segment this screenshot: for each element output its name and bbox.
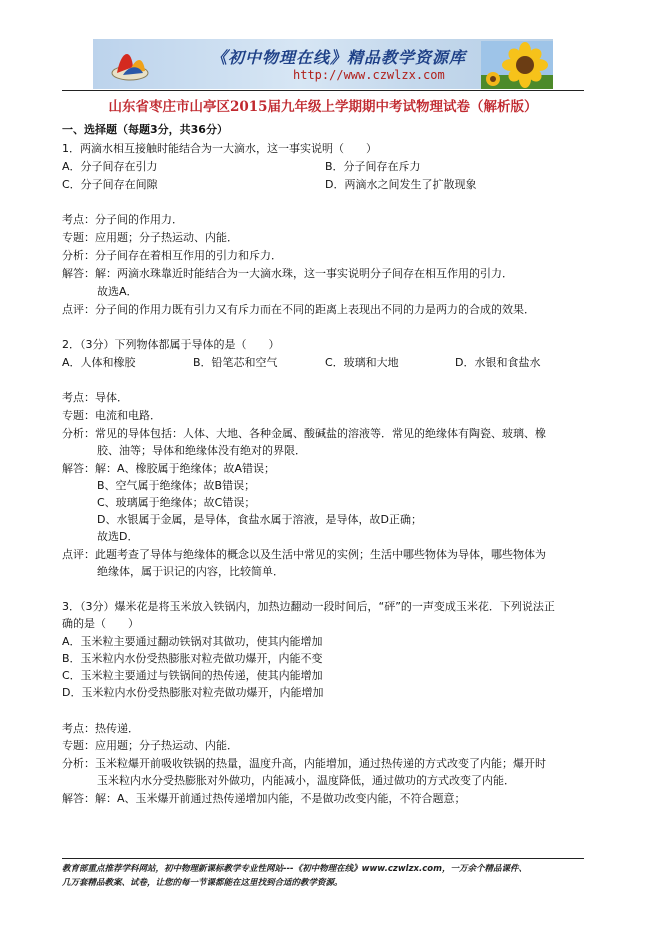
question-1-jieda: 解答：解：两滴水珠靠近时能结合为一大滴水珠，这一事实说明分子间存在相互作用的引力． <box>62 267 513 280</box>
question-1-dianping: 点评：分子间的作用力既有引力又有斥力而在不同的距离上表现出不同的力是两力的合成的效果． <box>62 303 535 316</box>
question-1-answer: 故选A． <box>97 285 138 298</box>
question-3-zhuanti: 专题：应用题；分子热运动、内能． <box>62 739 238 752</box>
footer-divider <box>62 858 584 859</box>
question-2-option-a: A．人体和橡胶 <box>62 356 136 369</box>
question-1-option-a: A．分子间存在引力 <box>62 160 158 173</box>
question-2-option-b: B．铅笔芯和空气 <box>193 356 278 369</box>
section-heading: 一、选择题（每题3分，共36分） <box>62 123 228 136</box>
question-3-option-b: B．玉米粒内水份受热膨胀对粒壳做功爆开，内能不变 <box>62 652 323 665</box>
question-2-zhuanti: 专题：电流和电路． <box>62 409 161 422</box>
question-2-stem: 2．（3分）下列物体都属于导体的是（ ） <box>62 338 280 351</box>
question-1-kaodian: 考点：分子间的作用力． <box>62 213 183 226</box>
question-2-dianping: 点评：此题考查了导体与绝缘体的概念以及生活中常见的实例；生活中哪些物体为导体，哪些物体为 <box>62 548 546 561</box>
question-1-option-c: C．分子间存在间隙 <box>62 178 158 191</box>
question-2-jieda-b: B、空气属于绝缘体；故B错误； <box>97 479 256 492</box>
question-2-fenxi-cont: 胶、油等；导体和绝缘体没有绝对的界限． <box>97 444 306 457</box>
footer-line-2: 几万套精品教案、试卷，让您的每一节课都能在这里找到合适的教学资源。 <box>62 878 343 888</box>
question-3-option-c: C．玉米粒主要通过与铁锅间的热传递，使其内能增加 <box>62 669 323 682</box>
question-3-kaodian: 考点：热传递． <box>62 722 139 735</box>
document-title: 山东省枣庄市山亭区2015届九年级上学期期中考试物理试卷（解析版） <box>108 99 538 115</box>
question-2-kaodian: 考点：导体． <box>62 391 128 404</box>
question-2-jieda: 解答：解：A、橡胶属于绝缘体；故A错误； <box>62 462 276 475</box>
header-divider <box>62 90 584 91</box>
question-3-stem-cont: 确的是（ ） <box>62 617 139 630</box>
question-1-option-b: B．分子间存在斥力 <box>325 160 421 173</box>
header-banner <box>93 39 553 89</box>
question-2-option-c: C．玻璃和大地 <box>325 356 399 369</box>
question-1-fenxi: 分析：分子间存在着相互作用的引力和斥力． <box>62 249 282 262</box>
question-1-option-d: D．两滴水之间发生了扩散现象 <box>325 178 477 191</box>
question-2-answer: 故选D． <box>97 530 139 543</box>
question-3-fenxi-cont: 玉米粒内水分受热膨胀对外做功，内能减小，温度降低，通过做功的方式改变了内能． <box>97 774 515 787</box>
question-3-jieda: 解答：解：A、玉米爆开前通过热传递增加内能，不是做功改变内能，不符合题意； <box>62 792 466 805</box>
sunflower-icon <box>481 41 553 89</box>
question-2-jieda-c: C、玻璃属于绝缘体；故C错误； <box>97 496 256 509</box>
banner-url: http://www.czwlzx.com <box>293 68 445 82</box>
question-3-option-a: A．玉米粒主要通过翻动铁锅对其做功，使其内能增加 <box>62 635 323 648</box>
banner-title: 《初中物理在线》精品教学资源库 <box>211 48 467 67</box>
question-3-stem: 3．（3分）爆米花是将玉米放入铁锅内，加热边翻动一段时间后，“砰”的一声变成玉米花．下列说法正 <box>62 600 555 613</box>
question-3-fenxi: 分析：玉米粒爆开前吸收铁锅的热量，温度升高，内能增加，通过热传递的方式改变了内能；爆开时 <box>62 757 546 770</box>
question-1-stem: 1．两滴水相互接触时能结合为一大滴水，这一事实说明（ ） <box>62 142 377 155</box>
question-2-dianping-cont: 绝缘体，属于识记的内容，比较简单． <box>97 565 284 578</box>
question-2-fenxi: 分析：常见的导体包括：人体、大地、各种金属、酸碱盐的溶液等．常见的绝缘体有陶瓷、玻璃、橡 <box>62 427 546 440</box>
question-1-zhuanti: 专题：应用题；分子热运动、内能． <box>62 231 238 244</box>
question-3-option-d: D．玉米粒内水份受热膨胀对粒壳做功爆开，内能增加 <box>62 686 324 699</box>
footer-line-1: 教育部重点推荐学科网站，初中物理新课标教学专业性网站---《初中物理在线》www.czwlzx.com，一万余个精品课件、 <box>62 864 527 874</box>
question-2-option-d: D．水银和食盐水 <box>455 356 541 369</box>
site-logo-icon <box>109 43 151 85</box>
question-2-jieda-d: D、水银属于金属，是导体，食盐水属于溶液，是导体，故D正确； <box>97 513 422 526</box>
